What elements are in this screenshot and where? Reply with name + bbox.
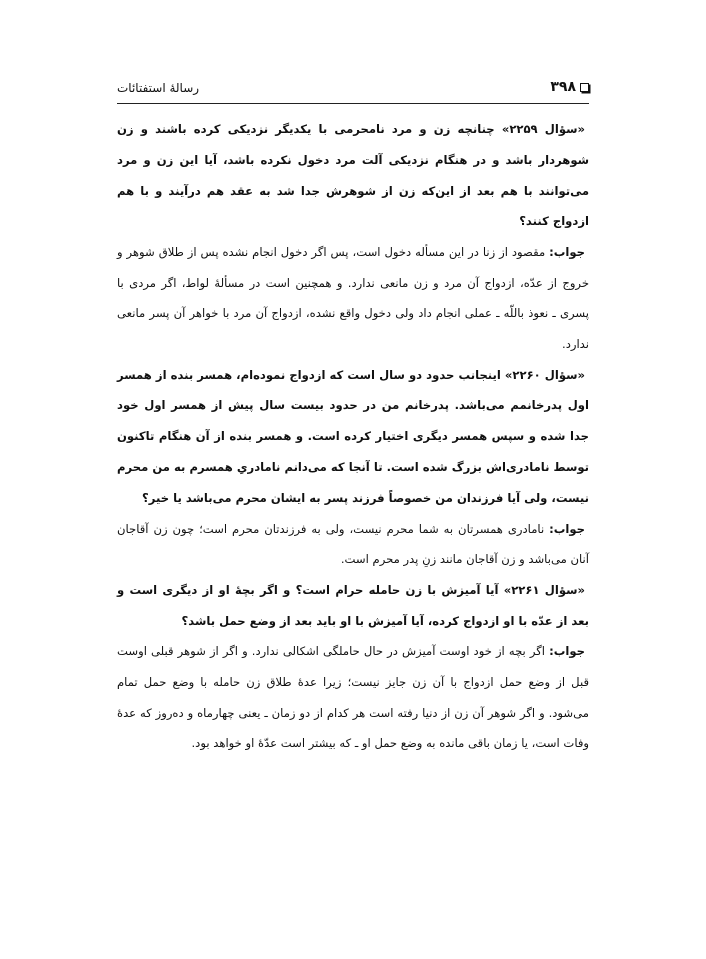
question-2259: «سؤال ۲۲۵۹» چنانچه زن و مرد نامحرمی با یکدیگر نزدیکی کرده باشند و زن شوهردار باشد و در هنگام نزدیکی آلت مرد دخول نکرده باشد، آیا این زن و مرد می‌توانند با هم بعد از این‌که زن از شوهرش جدا شد به عقد هم درآیند و با هم ازدواج کنند؟ (117, 122, 589, 229)
answer-2259 (117, 237, 589, 359)
page-body (117, 114, 589, 759)
question-2260: «سؤال ۲۲۶۰» اینجانب حدود دو سال است که ازدواج نموده‌ام، همسر بنده از همسر اول پدرخانمم می‌باشد. پدرخانم من در حدود بیست سال پیش از همسر اول خود جدا شده و سپس همسر دیگری اختیار کرده است. و همسر بنده از آن هنگام تاکنون توسط نامادری‌اش بزرگ شده است. تا آنجا که می‌دانم نامادریِ همسرم به من محرم نیست، ولی آیا فرزندان من خصوصاً فرزند پسر به ایشان محرم می‌باشد یا خیر؟ (117, 367, 589, 505)
page-number: ۳۹۸ (550, 79, 576, 95)
running-title: رسالهٔ استفتائات (117, 81, 200, 95)
page-number-block (550, 79, 589, 95)
answer-label: جواب: (549, 245, 586, 260)
header-rule (117, 103, 589, 104)
answer-2261 (117, 636, 589, 758)
answer-text: اگر بچه از خود اوست آمیزش در حال حاملگی اشکالی ندارد. و اگر از شوهر قبلی اوست قبل از وضع حمل ازدواج با آن زن جایز نیست؛ زیرا عدهٔ طلاق زن حامله با وضع حمل تمام می‌شود. و اگر شوهر آن زن از دنیا رفته است هر کدام از دو زمان ـ یعنی چهارماه و ده‌روز که عدهٔ وفات است، یا زمان باقی مانده به وضع حمل او ـ که بیشتر است عدّهٔ او خواهد بود. (117, 644, 589, 751)
answer-label: جواب: (549, 521, 586, 536)
answer-text: مقصود از زنا در این مسأله دخول است، پس اگر دخول انجام نشده پس از طلاق شوهر و خروج از عدّه، ازدواج آن مرد و زن مانعی ندارد. و همچنین است در مسألهٔ لواط، اگر مردی با پسری ـ نعوذ باللّه ـ عملی انجام داد ولی دخول واقع نشده، ازدواج آن مرد با خواهر آن پسر مانعی ندارد. (117, 245, 589, 351)
answer-text: نامادری همسرتان به شما محرم نیست، ولی به فرزندتان محرم است؛ چون زن آقاجان آنان می‌باشد و زن آقاجان مانند زنِ پدر محرم است. (117, 521, 589, 567)
answer-2260 (117, 514, 589, 575)
square-ornament-icon (580, 83, 589, 92)
question-2261: «سؤال ۲۲۶۱» آیا آمیزش با زن حامله حرام است؟ و اگر بچهٔ او از دیگری است و بعد از عدّه با او ازدواج کرده، آیا آمیزش با او باید بعد از وضع حمل باشد؟ (117, 582, 589, 628)
answer-label: جواب: (549, 644, 585, 659)
running-header (117, 79, 589, 103)
